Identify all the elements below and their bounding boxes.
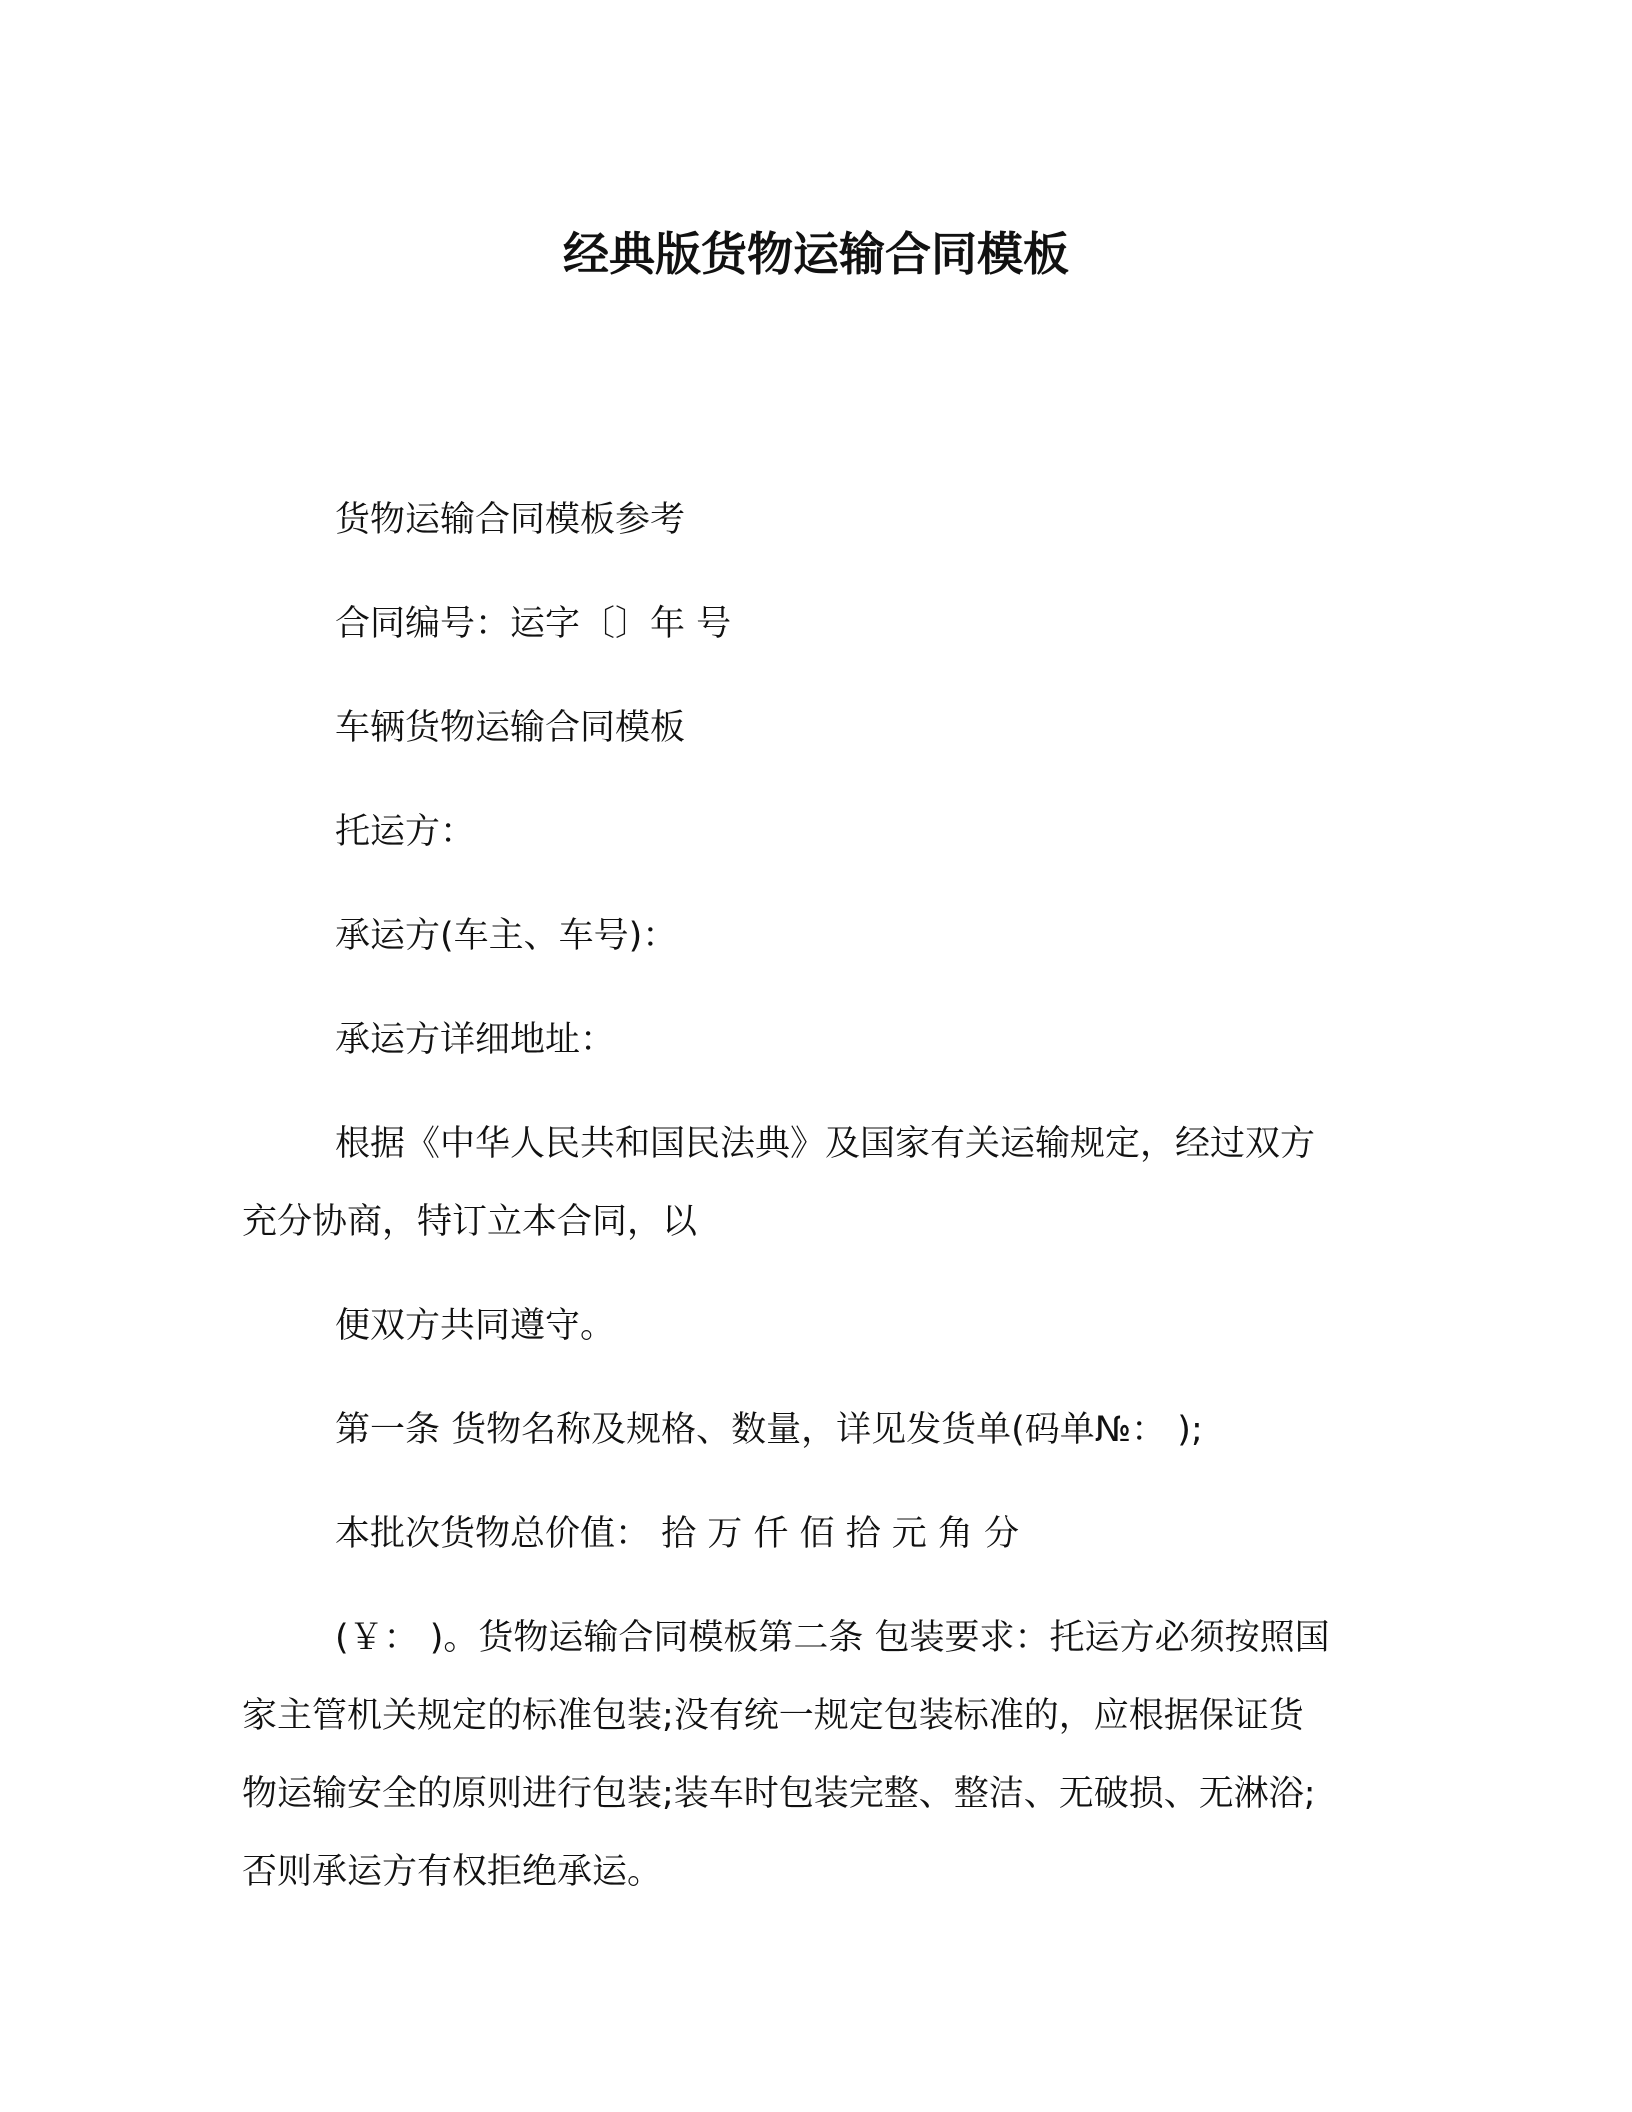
text-line-article-2-3: 物运输安全的原则进行包装;装车时包装完整、整洁、无破损、无淋浴; [242,1774,1316,1814]
text-line-total-value: 本批次货物总价值： 拾 万 仟 佰 拾 元 角 分 [335,1514,1020,1554]
text-line-article-2-2: 家主管机关规定的标准包装;没有统一规定包装标准的，应根据保证货 [242,1696,1304,1736]
text-line-subtitle: 车辆货物运输合同模板 [335,708,686,748]
text-line-carrier: 承运方(车主、车号)： [335,916,678,956]
text-line-article-1: 第一条 货物名称及规格、数量，详见发货单(码单№： ); [335,1410,1203,1450]
text-line-article-2-1: (￥： )。货物运输合同模板第二条 包装要求：托运方必须按照国 [335,1618,1330,1658]
text-line-shipper: 托运方： [335,812,476,852]
text-line-reference: 货物运输合同模板参考 [335,500,686,540]
document-title: 经典版货物运输合同模板 [563,227,1069,281]
text-line-carrier-address: 承运方详细地址： [335,1020,616,1060]
text-line-article-2-4: 否则承运方有权拒绝承运。 [242,1852,663,1892]
text-line-preamble-3: 便双方共同遵守。 [335,1306,616,1346]
text-line-preamble-2: 充分协商，特订立本合同，以 [242,1202,698,1242]
text-line-contract-number: 合同编号：运字〔〕年 号 [335,604,732,644]
text-line-preamble-1: 根据《中华人民共和国民法典》及国家有关运输规定，经过双方 [335,1124,1316,1164]
